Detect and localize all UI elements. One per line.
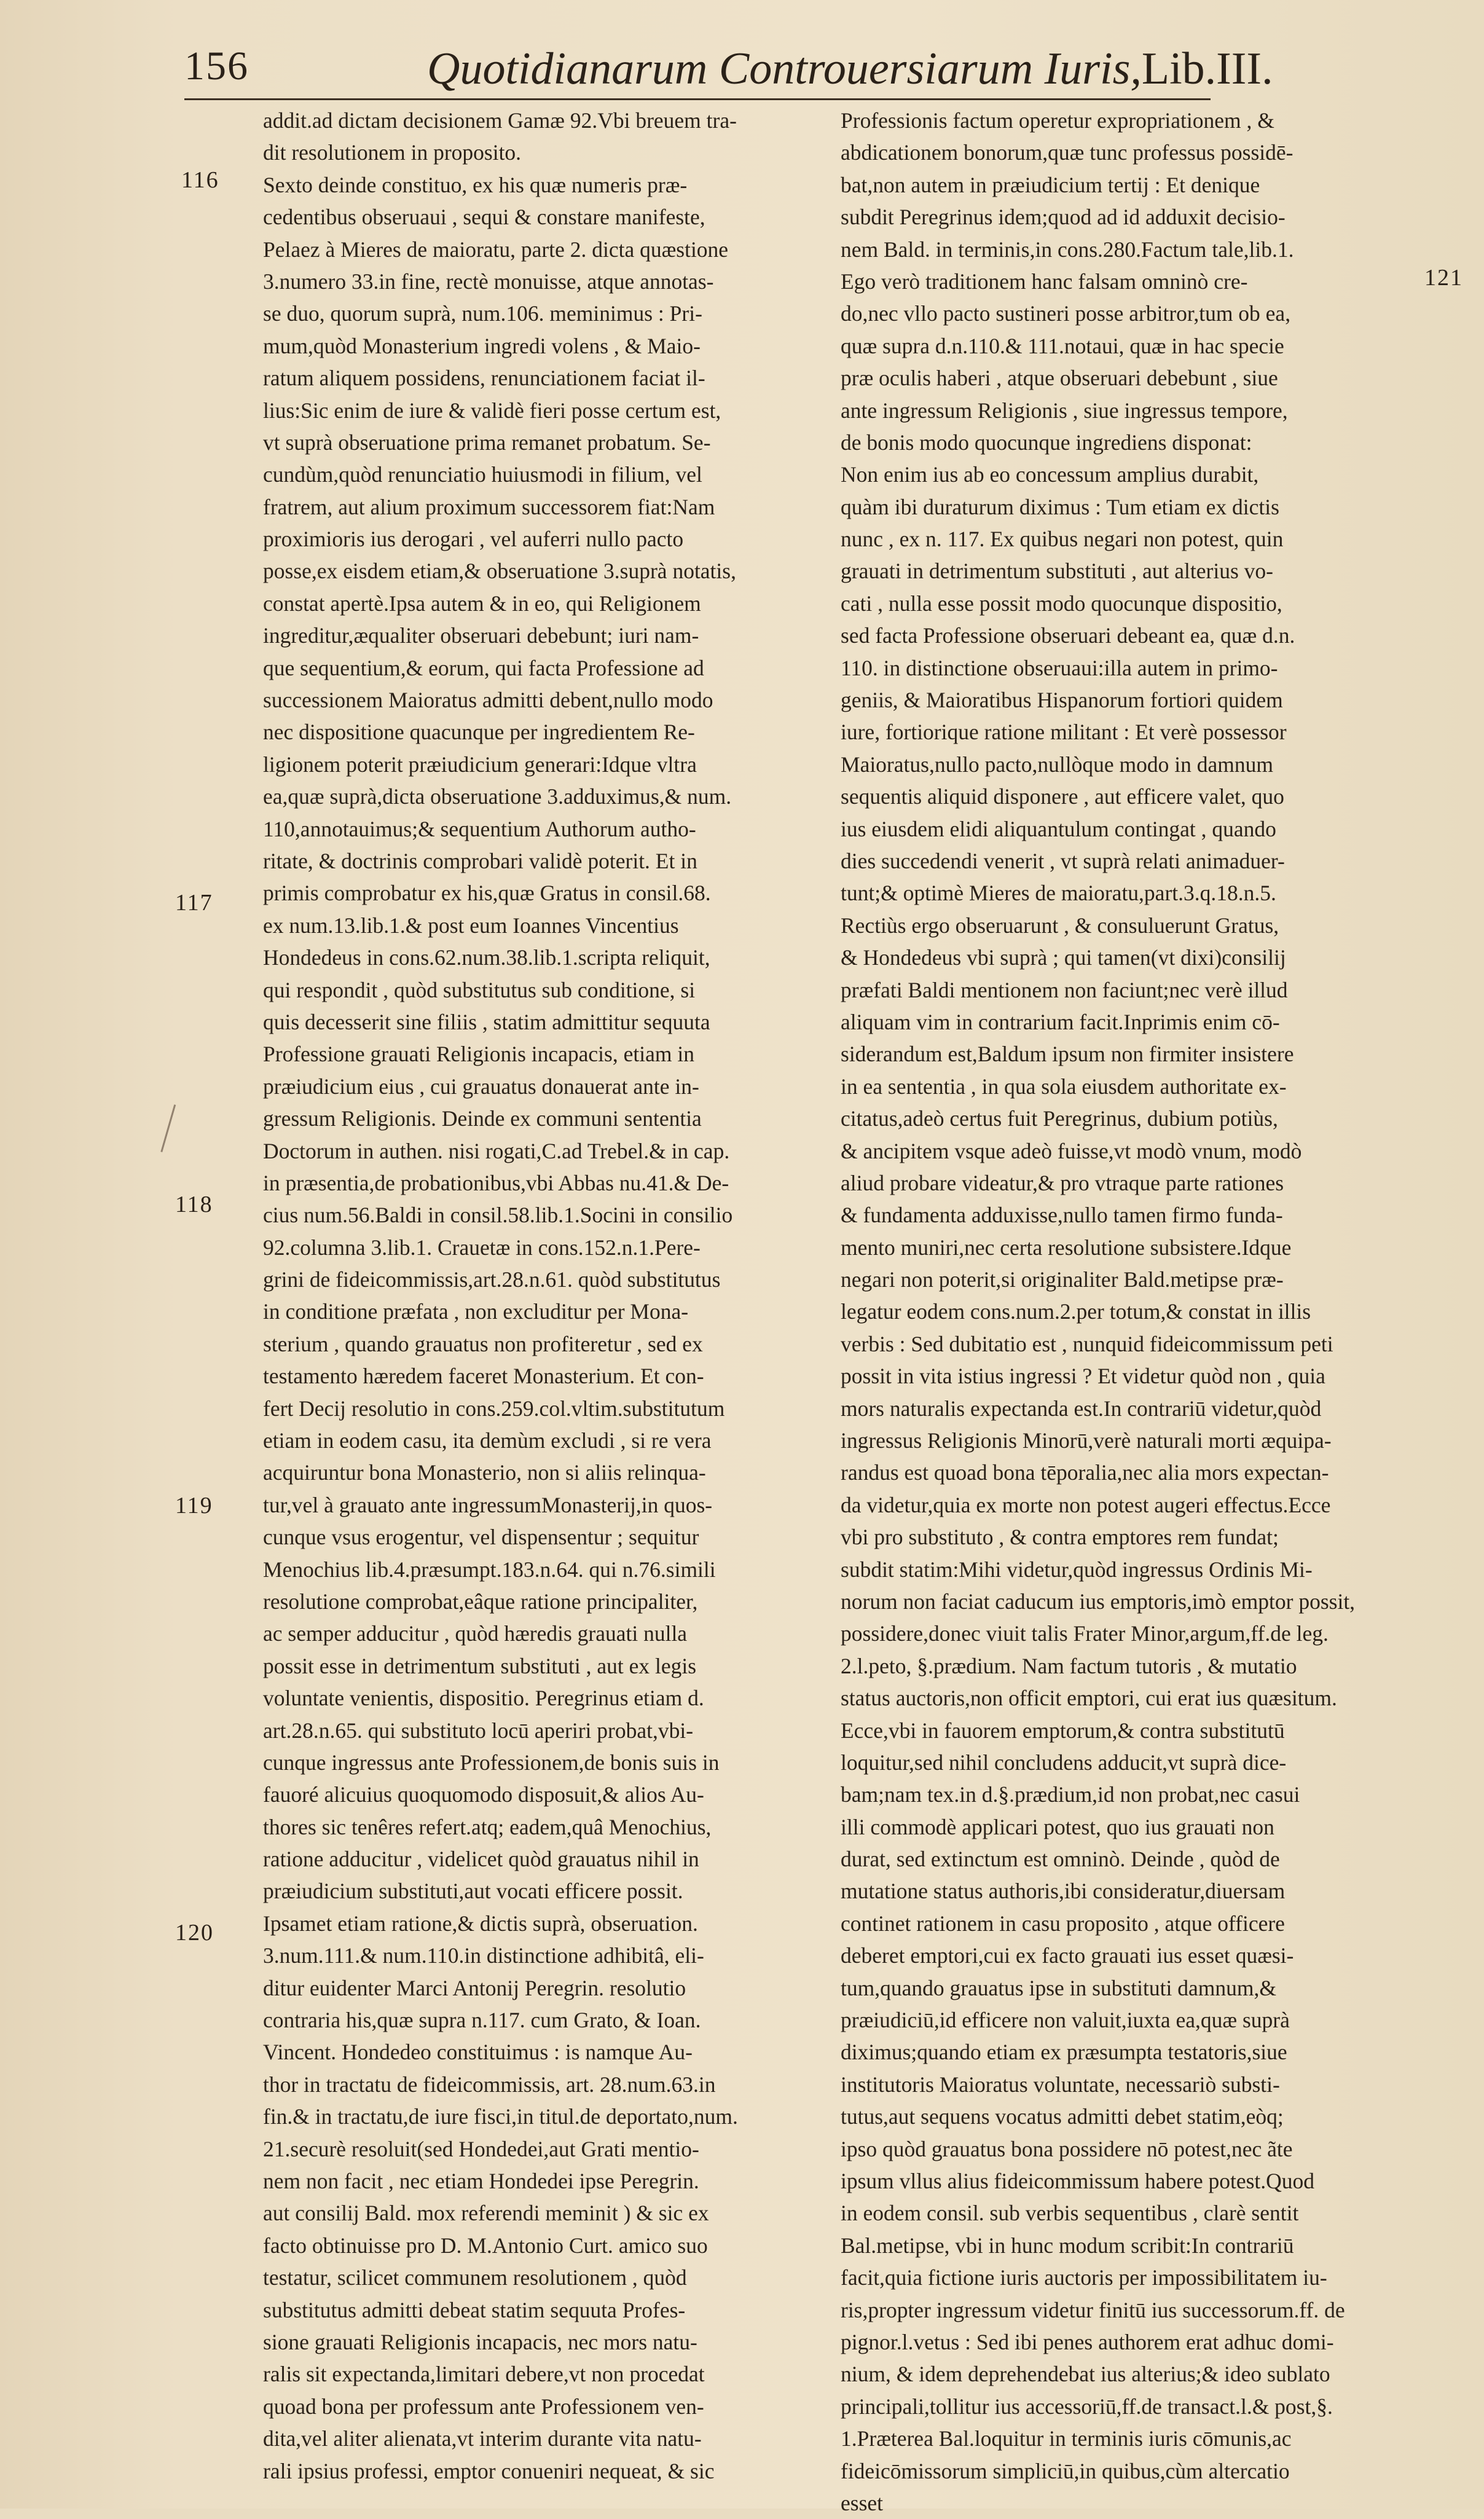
left-column-line: fin.& in tractatu,de iure fisci,in titul.de deportato,num. — [263, 2104, 738, 2129]
right-column-line: durat, sed extinctum est omninò. Deinde , quòd de — [841, 1847, 1280, 1872]
left-column-line: resolutione comprobat,eâque ratione principaliter, — [263, 1589, 698, 1614]
right-column-line: norum non faciat caducum ius emptoris,imò emptor possit, — [841, 1589, 1356, 1614]
left-column-line: ratum aliquem possidens, renunciationem faciat il- — [263, 366, 705, 391]
right-column-line: ipsum vllus alius fideicommissum habere potest.Quod — [841, 2169, 1315, 2193]
right-column-line: continet rationem in casu proposito , atque officere — [841, 1911, 1285, 1936]
right-column-line: illi commodè applicari potest, quo ius grauati non — [841, 1814, 1274, 1839]
right-column-line: fideicōmissorum simpliciū,in quibus,cùm altercatio — [841, 2458, 1290, 2483]
left-column-line: qui respondit , quòd substitutus sub conditione, si — [263, 977, 696, 1002]
left-column-line: ex num.13.lib.1.& post eum Ioannes Vincentius — [263, 913, 679, 938]
left-column-line: gressum Religionis. Deinde ex communi sententia — [263, 1106, 702, 1131]
right-column-line: bat,non autem in præiudicium tertij : Et denique — [841, 172, 1260, 197]
left-column-line: voluntate venientis, dispositio. Peregrinus etiam d. — [263, 1686, 704, 1711]
right-column-line: ingressus Religionis Minorū,verè naturali morti æquipa- — [841, 1428, 1332, 1453]
right-column-line: nium, & idem deprehendebat ius alterius;& ideo sublato — [841, 2362, 1330, 2387]
right-column-line: Professionis factum operetur expropriationem , & — [841, 108, 1274, 133]
right-column-line: tunt;& optimè Mieres de maioratu,part.3.q.18.n.5. — [841, 881, 1276, 906]
right-column-line: 110. in distinctione obseruaui:illa autem in primo- — [841, 655, 1278, 680]
left-column-line: ratione adducitur , videlicet quòd grauatus nihil in — [263, 1847, 699, 1872]
right-column-line: 2.l.peto, §.prædium. Nam factum tutoris , & mutatio — [841, 1653, 1297, 1678]
right-column-line: status auctoris,non officit emptori, cui erat ius quæsitum. — [841, 1686, 1337, 1711]
right-column-line: de bonis modo quocunque ingrediens disponat: — [841, 430, 1252, 455]
left-column-line: Sexto deinde constituo, ex his quæ numeris præ- — [263, 172, 688, 197]
right-column-line: esset — [841, 2490, 884, 2515]
left-column-line: ralis sit expectanda,limitari debere,vt non procedat — [263, 2362, 705, 2387]
header-rule — [184, 98, 1211, 100]
right-column-line: nem Bald. in terminis,in cons.280.Factum tale,lib.1. — [841, 237, 1294, 262]
left-column-line: cedentibus obseruaui , sequi & constare manifeste, — [263, 205, 705, 230]
left-column-line: que sequentium,& eorum, qui facta Professione ad — [263, 655, 704, 680]
right-column-line: iure, fortiorique ratione militant : Et verè possessor — [841, 720, 1287, 745]
left-column-line: 3.numero 33.in fine, rectè monuisse, atque annotas- — [263, 269, 714, 294]
book-label: Lib.III. — [1141, 44, 1273, 94]
left-column-line: art.28.n.65. qui substituto locū aperiri probat,vbi- — [263, 1718, 694, 1743]
right-column-line: legatur eodem cons.num.2.per totum,& constat in illis — [841, 1299, 1311, 1324]
left-column-line: testamento hæredem faceret Monasterium. Et con- — [263, 1364, 704, 1389]
right-text-column — [841, 104, 1400, 2519]
left-column-line: 21.securè resoluit(sed Hondedei,aut Grati mentio- — [263, 2136, 699, 2161]
right-column-line: Ecce,vbi in fauorem emptorum,& contra substitutū — [841, 1718, 1285, 1743]
left-column-line: nem non facit , nec etiam Hondedei ipse Peregrin. — [263, 2169, 699, 2193]
left-column-line: quoad bona per professum ante Professionem ven- — [263, 2394, 704, 2419]
left-column-line: ingreditur,æqualiter obseruari debebunt; iuri nam- — [263, 623, 699, 648]
right-column-line: randus est quoad bona tēporalia,nec alia mors expectan- — [841, 1460, 1329, 1485]
left-column-line: cunque ingressus ante Professionem,de bonis suis in — [263, 1750, 720, 1775]
left-column-line: Professione grauati Religionis incapacis, etiam in — [263, 1042, 694, 1067]
left-column-line: ligionem poterit præiudicium generari:Idque vltra — [263, 752, 697, 777]
left-column-line: grini de fideicommissis,art.28.n.61. quòd substitutus — [263, 1267, 721, 1292]
left-column-line: tur,vel à grauato ante ingressumMonasterij,in quos- — [263, 1492, 713, 1517]
margin-number-116: 116 — [181, 167, 219, 193]
right-column-line: & ancipitem vsque adeò fuisse,vt modò vnum, modò — [841, 1138, 1302, 1163]
right-column-line: sed facta Professione obseruari debeant ea, quæ d.n. — [841, 623, 1295, 648]
left-column-line: constat apertè.Ipsa autem & in eo, qui Religionem — [263, 591, 701, 616]
left-column-line: quis decesserit sine filiis , statim admittitur sequuta — [263, 1009, 710, 1034]
right-column-line: da videtur,quia ex morte non potest augeri effectus.Ecce — [841, 1492, 1331, 1517]
right-column-line: grauati in detrimentum substituti , aut alterius vo- — [841, 559, 1273, 584]
right-column-line: ius eiusdem elidi aliquantulum contingat , quando — [841, 816, 1276, 841]
left-column-line: addit.ad dictam decisionem Gamæ 92.Vbi breuem tra- — [263, 108, 737, 133]
right-column-line: præ oculis haberi , atque obseruari debebunt , siue — [841, 366, 1278, 391]
left-column-line: mum,quòd Monasterium ingredi volens , & Maio- — [263, 333, 701, 358]
left-column-line: aut consilij Bald. mox referendi meminit ) & sic ex — [263, 2201, 709, 2226]
right-column-line: siderandum est,Baldum ipsum non firmiter insistere — [841, 1042, 1294, 1067]
left-column-line: fert Decij resolutio in cons.259.col.vltim.substitutum — [263, 1396, 725, 1421]
right-column-line: Ego verò traditionem hanc falsam omninò cre- — [841, 269, 1248, 294]
margin-number-117: 117 — [175, 890, 213, 916]
left-column-line: fratrem, aut alium proximum successorem fiat:Nam — [263, 494, 715, 519]
right-column-line: mento muniri,nec certa resolutione subsistere.Idque — [841, 1235, 1292, 1260]
right-column-line: aliud probare videatur,& pro vtraque parte rationes — [841, 1170, 1284, 1195]
right-column-line: vbi pro substituto , & contra emptores rem fundat; — [841, 1525, 1279, 1550]
left-column-line: sione grauati Religionis incapacis, nec mors natu- — [263, 2329, 697, 2354]
left-column-line: facto obtinuisse pro D. M.Antonio Curt. amico suo — [263, 2233, 708, 2258]
right-column-line: mors naturalis expectanda est.In contrariū videtur,quòd — [841, 1396, 1322, 1421]
right-column-line: do,nec vllo pacto sustineri posse arbitror,tum ob ea, — [841, 301, 1291, 326]
running-title-text: Quotidianarum Controuersiarum Iuris, — [427, 44, 1142, 94]
page-header — [184, 43, 1273, 104]
right-column-line: subdit Peregrinus idem;quod ad id adduxit decisio- — [841, 205, 1286, 230]
left-column-line: Ipsamet etiam ratione,& dictis suprà, obseruation. — [263, 1911, 698, 1936]
left-column-line: in conditione præfata , non excluditur per Mona- — [263, 1299, 689, 1324]
left-column-line: ritate, & doctrinis comprobari validè poterit. Et in — [263, 848, 697, 873]
right-column-line: Rectiùs ergo obseruarunt , & consuluerunt Gratus, — [841, 913, 1279, 938]
left-column-line: vt suprà obseruatione prima remanet probatum. Se- — [263, 430, 711, 455]
right-column-line: sequentis aliquid disponere , aut efficere valet, quo — [841, 784, 1284, 809]
right-column-line: Non enim ius ab eo concessum amplius durabit, — [841, 462, 1259, 487]
left-column-line: thores sic tenêres refert.atq; eadem,quâ Menochius, — [263, 1814, 712, 1839]
margin-number-121: 121 — [1424, 265, 1463, 291]
left-column-line: lius:Sic enim de iure & validè fieri posse certum est, — [263, 398, 721, 423]
left-text-column — [263, 104, 816, 2487]
right-column-line: principali,tollitur ius accessoriū,ff.de transact.l.& post,§. — [841, 2394, 1333, 2419]
left-column-line: nec dispositione quacunque per ingredientem Re- — [263, 720, 695, 745]
left-column-line: proximioris ius derogari , vel auferri nullo pacto — [263, 527, 684, 552]
right-column-line: ris,propter ingressum videtur finitū ius successorum.ff. de — [841, 2297, 1345, 2322]
right-column-line: tum,quando grauatus ipse in substituti damnum,& — [841, 1975, 1276, 2000]
left-column-line: primis comprobatur ex his,quæ Gratus in consil.68. — [263, 881, 711, 906]
left-column-line: etiam in eodem casu, ita demùm excludi , si re vera — [263, 1428, 712, 1453]
page-number: 156 — [184, 44, 249, 88]
running-title — [427, 43, 1273, 95]
right-column-line: tutus,aut sequens vocatus admitti debet statim,eòq; — [841, 2104, 1284, 2129]
right-column-line: loquitur,sed nihil concludens adducit,vt suprà dice- — [841, 1750, 1287, 1775]
left-column-line: cundùm,quòd renunciatio huiusmodi in filium, vel — [263, 462, 702, 487]
right-column-line: citatus,adeò certus fuit Peregrinus, dubium potiùs, — [841, 1106, 1278, 1131]
right-column-line: verbis : Sed dubitatio est , nunquid fideicommissum peti — [841, 1331, 1333, 1356]
left-column-line: possit esse in detrimentum substituti , aut ex legis — [263, 1653, 697, 1678]
right-column-line: cati , nulla esse possit modo quocunque dispositio, — [841, 591, 1282, 616]
right-column-line: mutatione status authoris,ibi consideratur,diuersam — [841, 1879, 1286, 1904]
left-column-line: ac semper adducitur , quòd hæredis grauati nulla — [263, 1621, 688, 1646]
left-column-line: Vincent. Hondedeo constituimus : is namque Au- — [263, 2040, 693, 2065]
right-column-line: negari non poterit,si originaliter Bald.metipse præ- — [841, 1267, 1284, 1292]
right-column-line: in ea sententia , in qua sola eiusdem authoritate ex- — [841, 1074, 1287, 1099]
right-column-line: præfati Baldi mentionem non faciunt;nec verè illud — [841, 977, 1288, 1002]
left-column-line: cunque vsus erogentur, vel dispensentur ; sequitur — [263, 1525, 699, 1550]
left-column-line: 110,annotauimus;& sequentium Authorum autho- — [263, 816, 696, 841]
right-column-line: in eodem consil. sub verbis sequentibus , clarè sentit — [841, 2201, 1299, 2226]
margin-number-120: 120 — [175, 1920, 214, 1946]
left-column-line: 3.num.111.& num.110.in distinctione adhibitâ, eli- — [263, 1943, 704, 1968]
right-column-line: geniis, & Maioratibus Hispanorum fortiori quidem — [841, 688, 1283, 713]
right-column-line: possidere,donec viuit talis Frater Minor,argum,ff.de leg. — [841, 1621, 1329, 1646]
right-column-line: & Hondedeus vbi suprà ; qui tamen(vt dixi)consilij — [841, 945, 1286, 970]
right-column-line: institutoris Maioratus voluntate, necessariò substi- — [841, 2072, 1280, 2097]
left-column-line: fauoré alicuius quoquomodo disposuit,& alios Au- — [263, 1782, 704, 1807]
right-column-line: nunc , ex n. 117. Ex quibus negari non potest, quin — [841, 527, 1284, 552]
left-column-line: ditur euidenter Marci Antonij Peregrin. resolutio — [263, 1975, 686, 2000]
right-column-line: diximus;quando etiam ex præsumpta testatoris,siue — [841, 2040, 1287, 2065]
margin-number-118: 118 — [175, 1192, 213, 1217]
left-column-line: testatur, scilicet communem resolutionem , quòd — [263, 2265, 687, 2290]
left-column-line: rali ipsius professi, emptor conueniri nequeat, & sic — [263, 2458, 715, 2483]
left-column-line: 92.columna 3.lib.1. Crauetæ in cons.152.n.1.Pere- — [263, 1235, 701, 1260]
left-column-line: Hondedeus in cons.62.num.38.lib.1.scripta reliquit, — [263, 945, 710, 970]
left-column-line: Menochius lib.4.præsumpt.183.n.64. qui n.76.simili — [263, 1557, 716, 1582]
left-column-line: cius num.56.Baldi in consil.58.lib.1.Socini in consilio — [263, 1203, 733, 1228]
left-column-line: in præsentia,de probationibus,vbi Abbas nu.41.& De- — [263, 1170, 729, 1195]
left-column-line: substitutus admitti debeat statim sequuta Profes- — [263, 2297, 686, 2322]
left-column-line: successionem Maioratus admitti debent,nullo modo — [263, 688, 713, 713]
left-column-line: thor in tractatu de fideicommissis, art. 28.num.63.in — [263, 2072, 716, 2097]
right-column-line: possit in vita istius ingressi ? Et videtur quòd non , quia — [841, 1364, 1325, 1389]
left-column-line: ea,quæ suprà,dicta obseruatione 3.adduximus,& num. — [263, 784, 732, 809]
right-column-line: pignor.l.vetus : Sed ibi penes authorem erat adhuc domi- — [841, 2329, 1334, 2354]
right-column-line: abdicationem bonorum,quæ tunc professus possidē- — [841, 140, 1294, 165]
right-column-line: ante ingressum Religionis , siue ingressus tempore, — [841, 398, 1288, 423]
right-column-line: Maioratus,nullo pacto,nullòque modo in damnum — [841, 752, 1273, 777]
left-column-line: Doctorum in authen. nisi rogati,C.ad Trebel.& in cap. — [263, 1138, 730, 1163]
left-column-line: acquiruntur bona Monasterio, non si aliis relinqua- — [263, 1460, 706, 1485]
right-column-line: quæ supra d.n.110.& 111.notaui, quæ in hac specie — [841, 333, 1284, 358]
right-column-line: ipso quòd grauatus bona possidere nō potest,nec ãte — [841, 2136, 1293, 2161]
right-column-line: 1.Præterea Bal.loquitur in terminis iuris cōmunis,ac — [841, 2426, 1292, 2451]
margin-number-119: 119 — [175, 1493, 213, 1519]
left-column-line: se duo, quorum suprà, num.106. meminimus : Pri- — [263, 301, 702, 326]
left-column-line: dit resolutionem in proposito. — [263, 140, 522, 165]
handwritten-mark — [160, 1104, 184, 1155]
right-column-line: bam;nam tex.in d.§.prædium,id non probat,nec casui — [841, 1782, 1300, 1807]
left-column-line: præiudicium substituti,aut vocati efficere possit. — [263, 1879, 683, 1904]
right-column-line: quàm ibi duraturum diximus : Tum etiam ex dictis — [841, 494, 1279, 519]
left-column-line: Pelaez à Mieres de maioratu, parte 2. dicta quæstione — [263, 237, 729, 262]
left-column-line: sterium , quando grauatus non profiteretur , sed ex — [263, 1331, 703, 1356]
right-column-line: aliquam vim in contrarium facit.Inprimis enim cō- — [841, 1009, 1280, 1034]
right-column-line: præiudiciū,id efficere non valuit,iuxta ea,quæ suprà — [841, 2008, 1290, 2033]
right-column-line: subdit statim:Mihi videtur,quòd ingressus Ordinis Mi- — [841, 1557, 1313, 1582]
left-column-line: dita,vel aliter alienata,vt interim durante vita natu- — [263, 2426, 702, 2451]
left-column-line: contraria his,quæ supra n.117. cum Grato, & Ioan. — [263, 2008, 701, 2033]
left-column-line: præiudicium eius , cui grauatus donauerat ante in- — [263, 1074, 699, 1099]
right-column-line: & fundamenta adduxisse,nullo tamen firmo funda- — [841, 1203, 1283, 1228]
right-column-line: dies succedendi venerit , vt suprà relati animaduer- — [841, 848, 1285, 873]
left-column-line: posse,ex eisdem etiam,& obseruatione 3.suprà notatis, — [263, 559, 736, 584]
right-column-line: facit,quia fictione iuris auctoris per impossibilitatem iu- — [841, 2265, 1327, 2290]
right-column-line: deberet emptori,cui ex facto grauati ius esset quæsi- — [841, 1943, 1294, 1968]
right-column-line: Bal.metipse, vbi in hunc modum scribit:In contrariū — [841, 2233, 1294, 2258]
